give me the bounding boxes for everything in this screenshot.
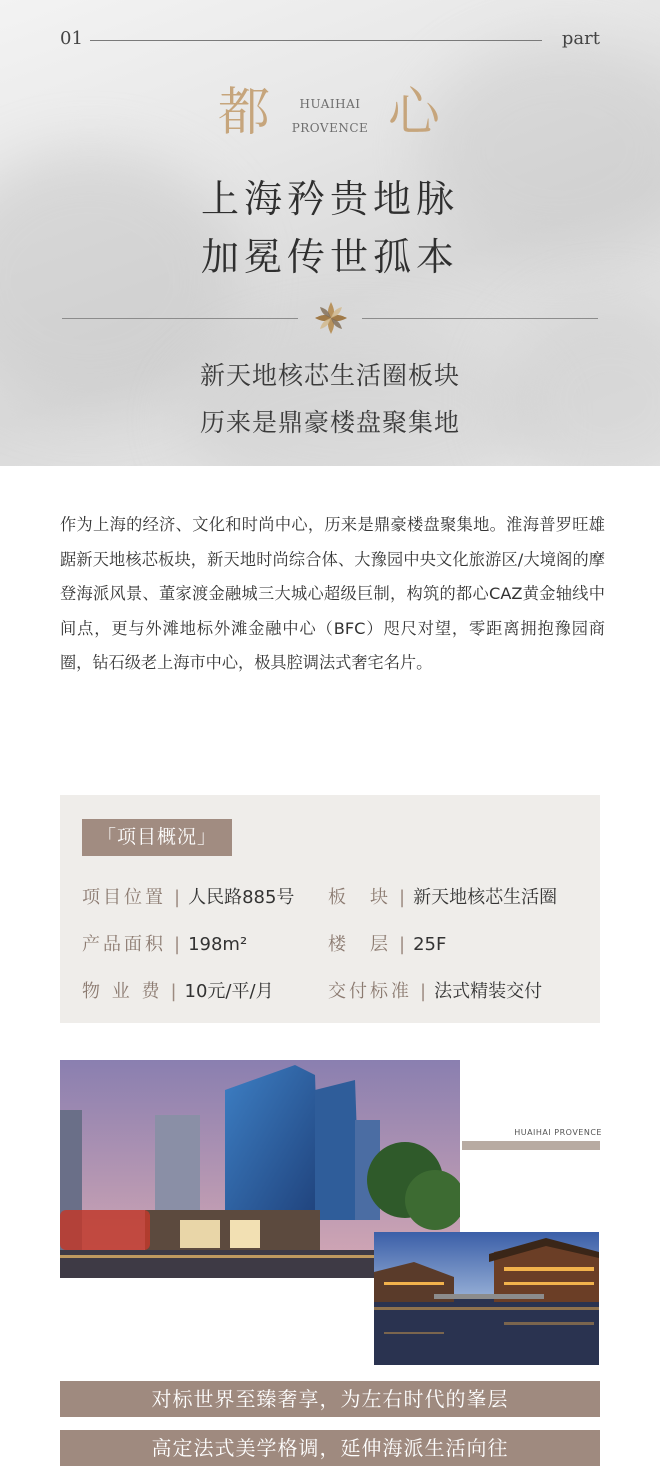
row-label: 产品面积	[82, 934, 166, 955]
yuyuan-photo	[374, 1232, 599, 1365]
row-label: 交付标准	[328, 981, 412, 1002]
char-left: 都	[218, 83, 273, 143]
tagline-banner-1: 对标世界至臻奢享，为左右时代的峯层	[60, 1381, 600, 1417]
subtitle-line-2: 历来是鼎豪楼盘聚集地	[199, 408, 460, 437]
project-overview-panel	[60, 795, 600, 1023]
brand-line-2: PROVENCE	[291, 121, 369, 135]
row-separator: |	[420, 981, 427, 1002]
row-separator: |	[174, 887, 181, 908]
brand-line-1: HUAIHAI	[299, 97, 361, 111]
title-line-2: 加冕传世孤本	[200, 235, 459, 279]
brand-mark	[290, 92, 370, 140]
row-separator: |	[174, 934, 181, 955]
row-value: 人民路885号	[188, 887, 295, 908]
subtitle-line-1: 新天地核芯生活圈板块	[199, 361, 460, 390]
top-divider	[90, 40, 542, 41]
overview-row	[328, 930, 446, 956]
divider-left	[62, 318, 298, 319]
divider-right	[362, 318, 598, 319]
gallery-caption: HUAIHAI PROVENCE	[514, 1128, 602, 1137]
intro-paragraph: 作为上海的经济、文化和时尚中心，历来是鼎豪楼盘聚集地。淮海普罗旺雄踞新天地核芯板块，新天地时尚综合体、大豫园中央文化旅游区/大境阁的摩登海派风景、董家渡金融城三大城心超级巨制，构筑的都心CAZ黄金轴线中间点，更与外滩地标外滩金融中心（BFC）咫尺对望，零距离拥抱豫园商圈，钻石级老上海市中心，极具腔调法式奢宅名片。	[60, 515, 605, 673]
row-label: 物 业 费	[82, 981, 163, 1002]
row-separator: |	[170, 981, 177, 1002]
row-label: 楼 层	[328, 934, 391, 955]
flower-ornament-icon	[313, 300, 349, 336]
title-line-1: 上海矜贵地脉	[200, 177, 459, 221]
row-value: 198m²	[188, 934, 248, 955]
overview-title: 「项目概况」	[82, 819, 232, 856]
overview-row	[82, 883, 294, 909]
row-separator: |	[399, 934, 406, 955]
overview-row	[82, 977, 274, 1003]
row-value: 25F	[413, 934, 447, 955]
row-label: 板 块	[328, 887, 391, 908]
caption-bar	[462, 1141, 600, 1150]
overview-row	[328, 977, 542, 1003]
tagline-banner-2: 高定法式美学格调，延伸海派生活向往	[60, 1430, 600, 1466]
section-number: 01	[60, 28, 83, 49]
overview-row	[82, 930, 247, 956]
row-separator: |	[399, 887, 406, 908]
char-right: 心	[388, 83, 443, 143]
hero-section	[0, 0, 660, 466]
part-label: part	[561, 28, 600, 49]
row-value: 新天地核芯生活圈	[413, 887, 558, 908]
overview-row	[328, 883, 557, 909]
row-label: 项目位置	[82, 887, 166, 908]
row-value: 10元/平/月	[184, 981, 274, 1002]
row-value: 法式精装交付	[434, 981, 543, 1002]
